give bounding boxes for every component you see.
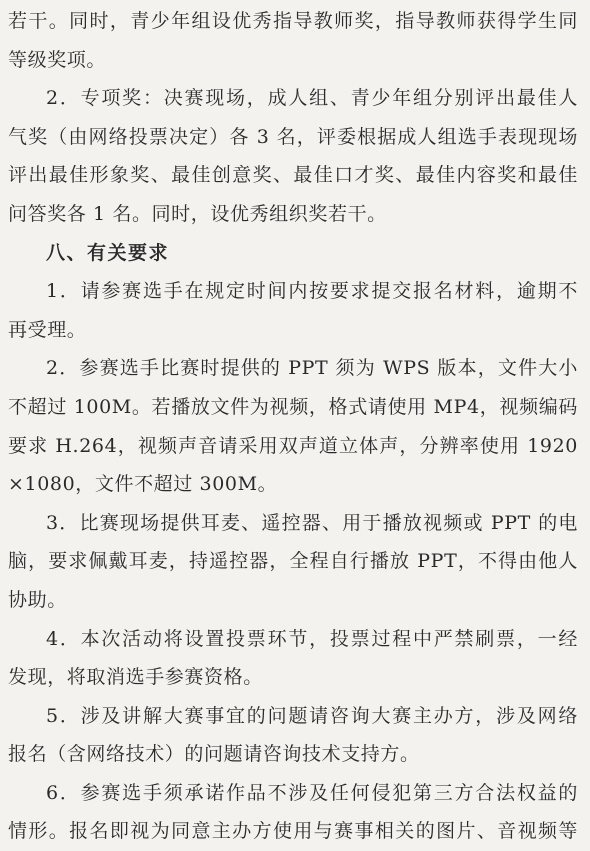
text-line: ×1080，文件不超过 300M。 <box>8 473 278 496</box>
text-line: 4．本次活动将设置投票环节，投票过程中严禁刷票，一经 <box>46 627 578 650</box>
text-line: 不超过 100M。若播放文件为视频，格式请使用 MP4，视频编码 <box>8 395 578 418</box>
paragraph-requirement-3 <box>8 504 578 620</box>
paragraph-continuation <box>8 2 578 79</box>
text-line: 要求 H.264，视频声音请采用双声道立体声，分辨率使用 1920 <box>8 434 578 457</box>
text-line: 2．专项奖：决赛现场，成人组、青少年组分别评出最佳人 <box>46 87 578 110</box>
text-line: 报名（含网络技术）的问题请咨询技术支持方。 <box>8 743 420 766</box>
section-title: 八、有关要求 <box>46 241 170 264</box>
text-line: 3．比赛现场提供耳麦、遥控器、用于播放视频或 PPT 的电 <box>46 511 578 534</box>
text-line: 协助。 <box>8 588 67 611</box>
text-line: 问答奖各 1 名。同时，设优秀组织奖若干。 <box>8 202 387 225</box>
text-line: 情形。报名即视为同意主办方使用与赛事相关的图片、音视频等 <box>8 820 578 843</box>
text-line: 6．参赛选手须承诺作品不涉及任何侵犯第三方合法权益的 <box>46 781 578 804</box>
paragraph-requirement-2 <box>8 349 578 503</box>
text-line: 气奖（由网络投票决定）各 3 名，评委根据成人组选手表现现场 <box>8 125 578 148</box>
text-line: 1．请参赛选手在规定时间内按要求提交报名材料，逾期不 <box>46 280 578 303</box>
text-line: 2．参赛选手比赛时提供的 PPT 须为 WPS 版本，文件大小 <box>46 357 578 380</box>
text-line: 若干。同时，青少年组设优秀指导教师奖，指导教师获得学生同 <box>8 10 578 32</box>
text-line: 发现，将取消选手参赛资格。 <box>8 666 263 689</box>
paragraph-requirement-5 <box>8 697 578 774</box>
text-line: 评出最佳形象奖、最佳创意奖、最佳口才奖、最佳内容奖和最佳 <box>8 164 578 187</box>
text-line: 等级奖项。 <box>8 48 107 71</box>
text-line: 5．涉及讲解大赛事宜的问题请咨询大赛主办方，涉及网络 <box>46 704 578 727</box>
paragraph-requirement-1 <box>8 272 578 349</box>
text-line: 再受理。 <box>8 318 87 341</box>
paragraph-requirement-4 <box>8 620 578 697</box>
section-heading <box>8 234 578 273</box>
paragraph-requirement-6 <box>8 774 578 851</box>
paragraph-special-award <box>8 79 578 233</box>
text-line: 脑，要求佩戴耳麦，持遥控器，全程自行播放 PPT，不得由他人 <box>8 550 578 573</box>
